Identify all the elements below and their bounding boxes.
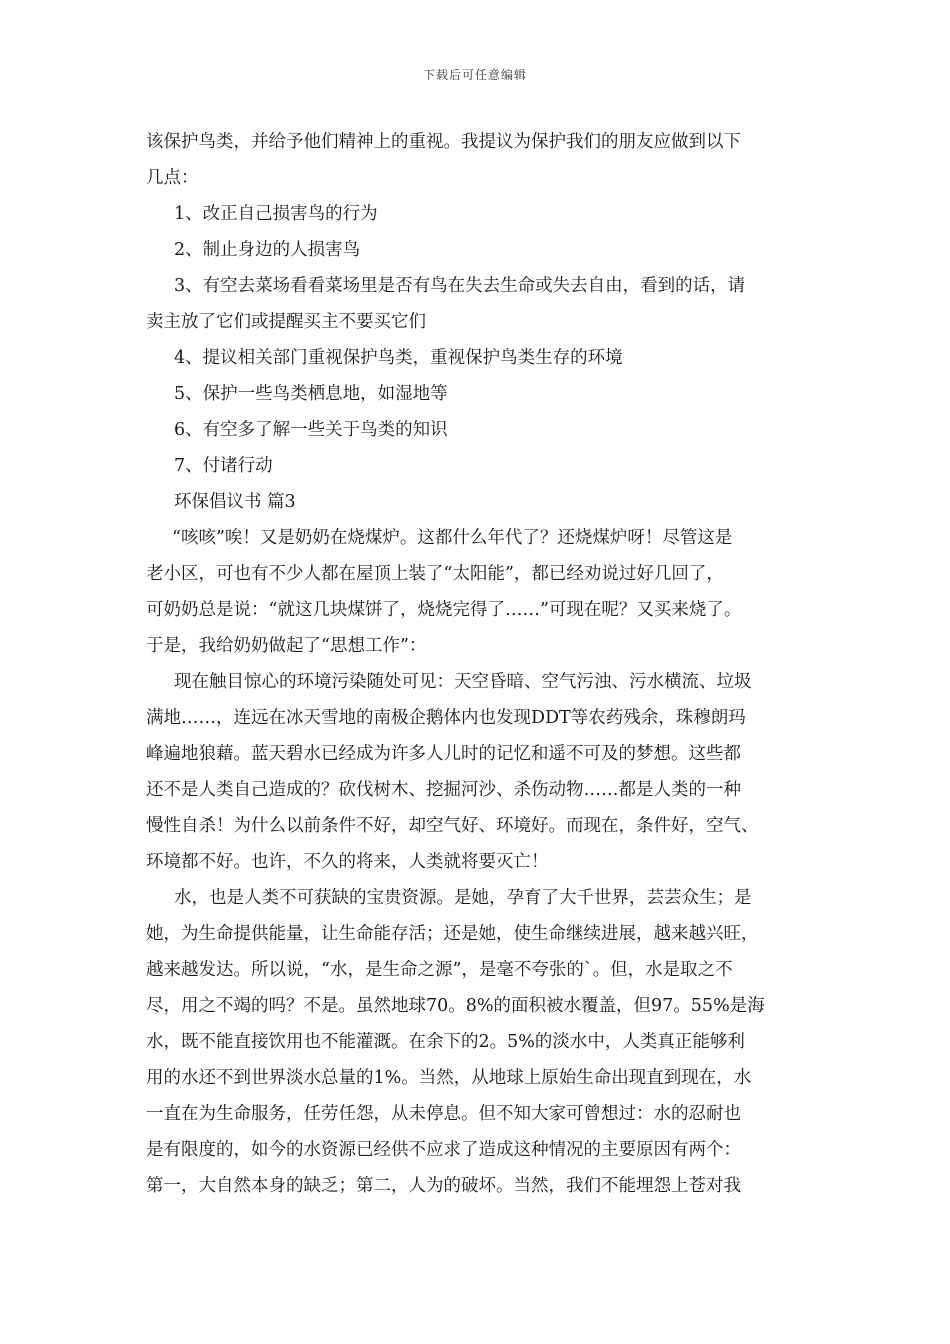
text-line: “咳咳”唉！又是奶奶在烧煤炉。这都什么年代了？还烧煤炉呀！尽管这是 [172,528,733,548]
text-line: 用的水还不到世界淡水总量的1%。当然，从地球上原始生命出现直到现在，水 [146,1068,752,1088]
text-line: 还不是人类自己造成的？砍伐树木、挖掘河沙、杀伤动物……都是人类的一种 [146,780,741,800]
text-line: 一直在为生命服务，任劳任怨，从未停息。但不知大家可曾想过：水的忍耐也 [146,1104,741,1124]
text-line: 可奶奶总是说：“就这几块煤饼了，烧烧完得了……”可现在呢？又买来烧了。 [146,600,742,620]
list-item: 6、有空多了解一些关于鸟类的知识 [174,420,448,440]
text-line: 峰遍地狼藉。蓝天碧水已经成为许多人儿时的记忆和遥不可及的梦想。这些都 [146,744,741,764]
list-item: 3、有空去菜场看看菜场里是否有鸟在失去生命或失去自由，看到的话，请 [174,276,746,296]
list-item: 5、保护一些鸟类栖息地，如湿地等 [174,384,448,404]
list-item: 2、制止身边的人损害鸟 [174,240,361,260]
text-line: 越来越发达。所以说，“水，是生命之源”，是毫不夸张的`。但，水是取之不 [146,960,733,980]
text-line: 该保护鸟类，并给予他们精神上的重视。我提议为保护我们的朋友应做到以下 [146,132,741,152]
text-line: 老小区，可也有不少人都在屋顶上装了“太阳能”，都已经劝说过好几回了， [146,564,724,584]
list-item: 1、改正自己损害鸟的行为 [174,204,378,224]
document-body [146,124,810,1204]
text-line: 几点： [146,168,199,188]
list-item: 4、提议相关部门重视保护鸟类，重视保护鸟类生存的环境 [174,348,623,368]
text-line: 她，为生命提供能量，让生命能存活；还是她，使生命继续进展，越来越兴旺， [146,924,759,944]
list-item: 7、付诸行动 [174,456,273,476]
text-line: 第一，大自然本身的缺乏；第二，人为的破坏。当然，我们不能埋怨上苍对我 [146,1176,741,1196]
text-line: 卖主放了它们或提醒买主不要买它们 [146,312,426,332]
text-line: 尽，用之不竭的吗？不是。虽然地球70。8%的面积被水覆盖，但97。55%是海 [146,996,765,1016]
section-heading: 环保倡议书 篇3 [174,492,296,512]
text-line: 于是，我给奶奶做起了“思想工作”： [146,636,427,656]
text-line: 水，既不能直接饮用也不能灌溉。在余下的2。5%的淡水中，人类真正能够利 [146,1032,745,1052]
text-line: 满地……，连远在冰天雪地的南极企鹅体内也发现DDT等农药残余，珠穆朗玛 [146,708,746,728]
text-line: 现在触目惊心的环境污染随处可见：天空昏暗、空气污浊、污水横流、垃圾 [174,672,752,692]
text-line: 是有限度的，如今的水资源已经供不应求了造成这种情况的主要原因有两个： [146,1140,741,1160]
text-line: 环境都不好。也许，不久的将来，人类就将要灭亡！ [146,852,549,872]
text-line: 慢性自杀！为什么以前条件不好，却空气好、环境好。而现在，条件好，空气、 [146,816,759,836]
page-header: 下载后可任意编辑 [422,68,527,82]
text-line: 水，也是人类不可获缺的宝贵资源。是她，孕育了大千世界，芸芸众生；是 [174,888,752,908]
